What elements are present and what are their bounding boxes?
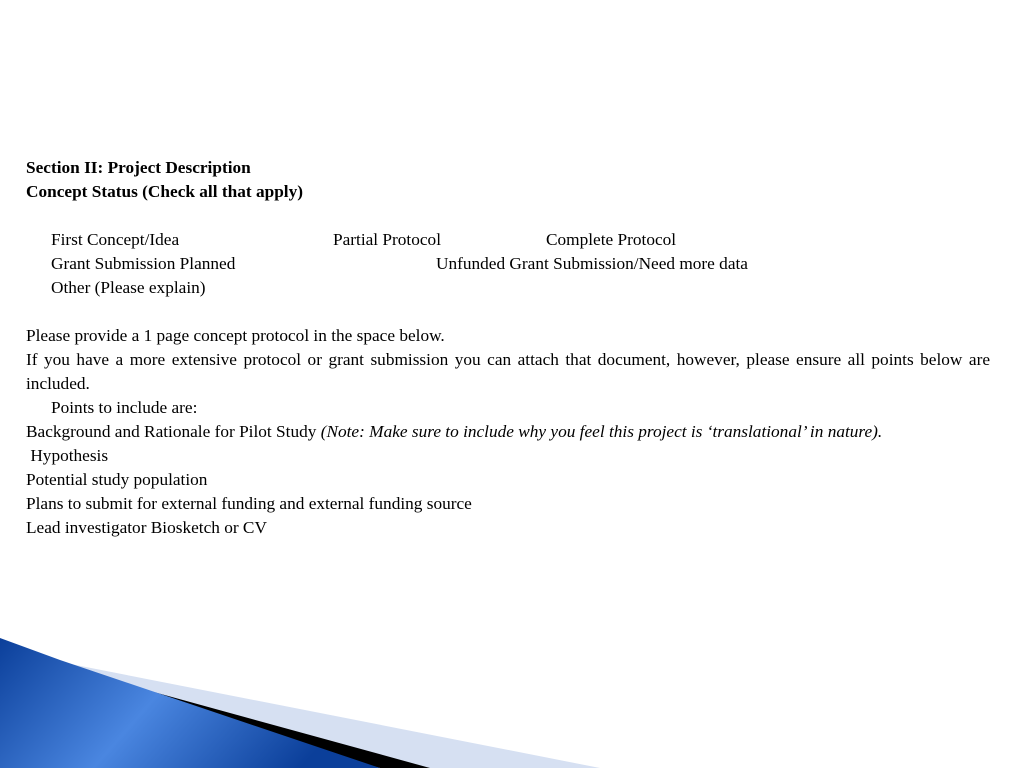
option-first-concept[interactable]: First Concept/Idea bbox=[51, 230, 180, 249]
points-intro: Points to include are: bbox=[51, 398, 198, 417]
concept-status-heading: Concept Status (Check all that apply) bbox=[26, 182, 303, 201]
section-title: Section II: Project Description bbox=[26, 158, 251, 177]
status-row-3 bbox=[26, 276, 990, 300]
point-background-note: (Note: Make sure to include why you feel this project is ‘translational’ in nature). bbox=[320, 422, 883, 441]
point-biosketch: Lead investigator Biosketch or CV bbox=[26, 518, 267, 537]
option-unfunded-grant[interactable]: Unfunded Grant Submission/Need more data bbox=[436, 254, 748, 273]
decorative-footer-swoosh bbox=[0, 638, 1024, 768]
status-row-1 bbox=[26, 228, 990, 252]
option-grant-planned[interactable]: Grant Submission Planned bbox=[51, 254, 236, 273]
option-partial-protocol[interactable]: Partial Protocol bbox=[333, 230, 441, 249]
point-background bbox=[26, 420, 990, 444]
point-background-text: Background and Rationale for Pilot Study bbox=[26, 422, 321, 441]
instruction-attach: If you have a more extensive protocol or grant submission you can attach that document, however, please ensure all points below are included. bbox=[26, 350, 990, 393]
form-content bbox=[26, 156, 990, 540]
status-row-2 bbox=[26, 252, 990, 276]
point-funding: Plans to submit for external funding and external funding source bbox=[26, 494, 472, 513]
option-complete-protocol[interactable]: Complete Protocol bbox=[546, 230, 677, 249]
spacer bbox=[26, 300, 990, 324]
option-other[interactable]: Other (Please explain) bbox=[51, 278, 206, 297]
point-population: Potential study population bbox=[26, 470, 208, 489]
point-hypothesis: Hypothesis bbox=[26, 446, 109, 465]
spacer bbox=[26, 204, 990, 228]
instruction-provide: Please provide a 1 page concept protocol in the space below. bbox=[26, 326, 445, 345]
